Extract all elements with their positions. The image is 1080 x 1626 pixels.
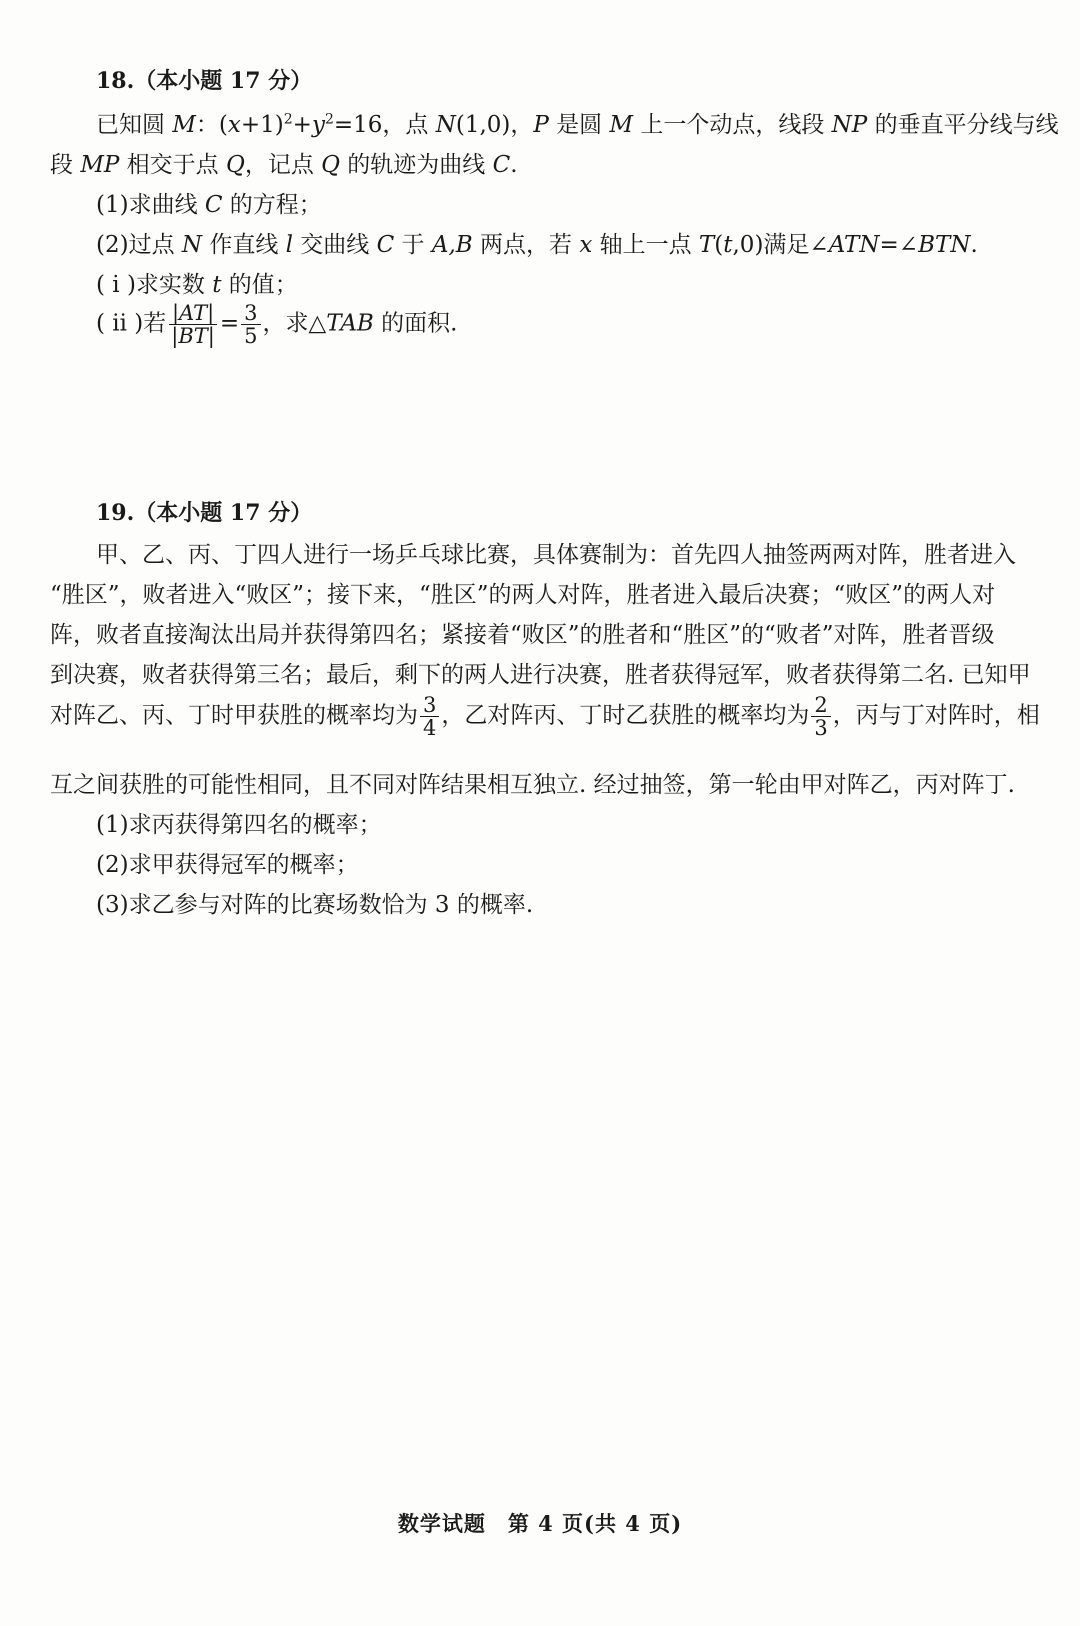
page-footer: 数学试题 第 4 页(共 4 页) — [397, 1511, 683, 1536]
q19-stem-line4: 到决赛，败者获得第三名；最后，剩下的两人进行决赛，胜者获得冠军，败者获得第二名. 已知甲 — [50, 662, 1031, 688]
q18-part1: (1)求曲线 C 的方程； — [96, 192, 322, 218]
q18-part2: (2)过点 N 作直线 l 交曲线 C 于 A,B 两点，若 x 轴上一点 T(t,0)满足∠ATN=∠BTN. — [96, 232, 978, 258]
fraction-three-fifths: $\frac{3}{5}$ — [241, 302, 260, 347]
fraction-at-bt: $\frac{|AT|}{|BT|}$ — [168, 302, 218, 347]
q19-heading: 19.（本小题 17 分） — [96, 500, 313, 526]
q19-part2: (2)求甲获得冠军的概率； — [96, 852, 359, 878]
q18-stem-line1: 已知圆 M：$(x+1)^2+y^2=16$，点 N(1,0)，P 是圆 M 上一个动点，线段 NP 的垂直平分线与线 — [96, 111, 1059, 138]
q19-stem-line1: 甲、乙、丙、丁四人进行一场乒乓球比赛，具体赛制为：首先四人抽签两两对阵，胜者进入 — [96, 542, 1016, 568]
q18-stem-line2: 段 MP 相交于点 Q，记点 Q 的轨迹为曲线 C. — [50, 152, 518, 178]
fraction-two-thirds: $\frac{2}{3}$ — [811, 694, 830, 739]
q18-part2-ii: ( ⅱ )若 $\frac{|AT|}{|BT|}$ = $\frac{3}{5}$ ，求△TAB 的面积. — [96, 301, 458, 349]
q19-part1: (1)求丙获得第四名的概率； — [96, 812, 382, 838]
q18-part2-i: ( ⅰ )求实数 t 的值； — [96, 272, 298, 298]
q19-stem-line3: 阵，败者直接淘汰出局并获得第四名；紧接着“败区”的胜者和“胜区”的“败者”对阵，胜者晋级 — [50, 622, 995, 648]
q19-stem-line5: 对阵乙、丙、丁时甲获胜的概率均为 $\frac{3}{4}$ ，乙对阵丙、丁时乙获胜的概率均为 $\frac{2}{3}$ ，丙与丁对阵时，相 — [50, 693, 1040, 741]
q19-stem-line6: 互之间获胜的可能性相同，且不同对阵结果相互独立. 经过抽签，第一轮由甲对阵乙，丙对阵丁. — [50, 772, 1015, 798]
q18-heading: 18.（本小题 17 分） — [96, 68, 313, 94]
fraction-three-quarters: $\frac{3}{4}$ — [420, 694, 439, 739]
q19-part3: (3)求乙参与对阵的比赛场数恰为 3 的概率. — [96, 892, 534, 918]
q19-stem-line2: “胜区”，败者进入“败区”；接下来，“胜区”的两人对阵，胜者进入最后决赛；“败区”的两人对 — [50, 582, 996, 608]
